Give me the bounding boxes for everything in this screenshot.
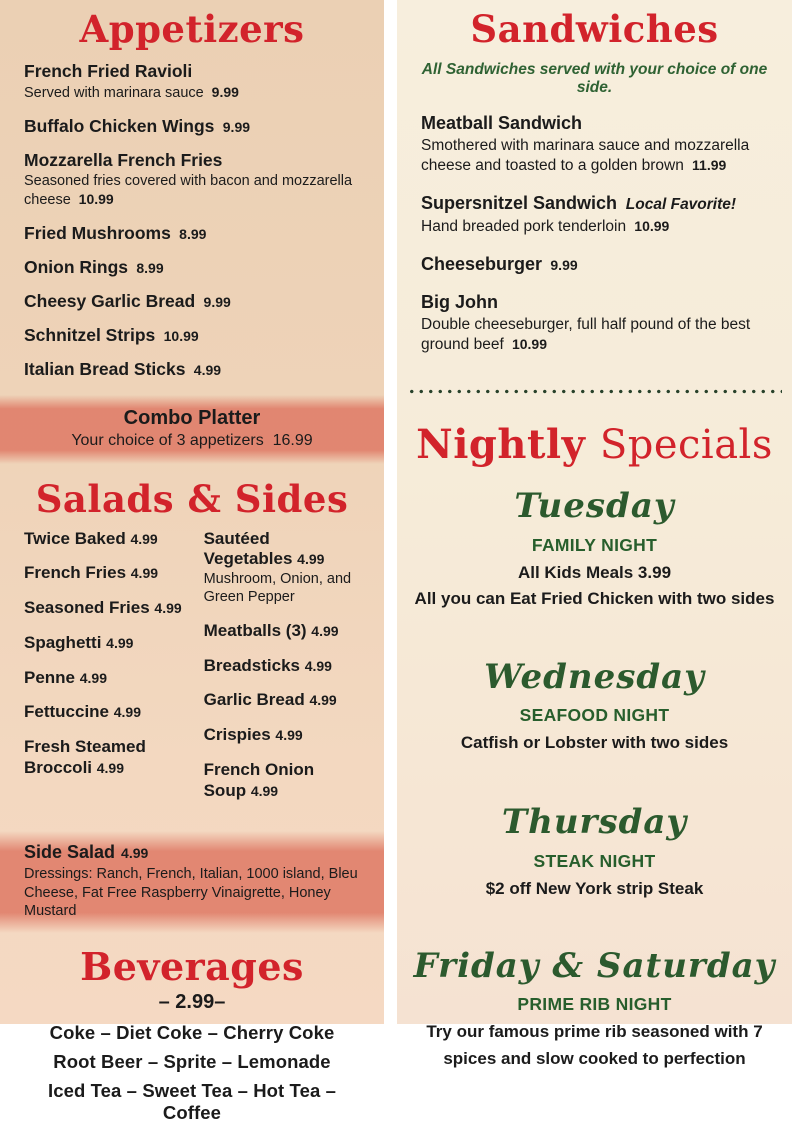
item-price: 11.99 [688, 157, 727, 174]
item-tag: Local Favorite! [621, 196, 737, 214]
day-line: $2 off New York strip Steak [485, 878, 704, 898]
item-name: Onion Rings [24, 256, 129, 277]
day-line: Try our famous prime rib seasoned with 7 spices and slow cooked to perfection [426, 1022, 763, 1068]
side-item-name: Meatballs (3) 4.99 [203, 621, 339, 640]
appetizer-item [24, 359, 360, 380]
salads-columns [24, 529, 360, 816]
text-with-price: tenderloin 10.99 [558, 217, 670, 235]
day-night-title: PRIME RIB NIGHT [517, 994, 672, 1015]
side-item-price: 4.99 [309, 692, 337, 709]
text-with-price: Penne 4.99 [24, 667, 107, 687]
item-name: Buffalo Chicken Wings [24, 115, 215, 136]
sandwich-item [421, 113, 768, 177]
appetizer-item [24, 150, 360, 210]
beverage-line: Iced Tea – Sweet Tea – Hot Tea – Coffee [47, 1080, 336, 1124]
left-menu-panel [0, 0, 384, 1124]
item-name: Fried Mushrooms [24, 222, 171, 243]
salads-column-2 [204, 529, 360, 816]
appetizer-item [24, 223, 360, 244]
day-name: Friday & Saturday [413, 946, 776, 987]
appetizer-item [24, 116, 360, 137]
text-with-price: cheese 10.99 [24, 190, 114, 208]
nightly-day-block [407, 656, 782, 757]
side-item-price: 4.99 [275, 727, 303, 744]
day-name: Tuesday [514, 486, 675, 527]
side-item-price: 4.99 [106, 634, 134, 651]
side-item-name [204, 725, 360, 746]
combo-platter-name: Combo Platter [123, 406, 261, 429]
salads-sides-heading: Salads & Sides [35, 476, 349, 521]
specials-word: Specials [599, 422, 773, 469]
beverages-section [24, 944, 360, 1124]
combo-platter-desc: Your choice of 3 appetizers 16.99 [71, 431, 313, 449]
item-desc: Hand breaded pork tenderloin 10.99 [421, 217, 670, 235]
day-name: Thursday [501, 802, 688, 843]
day-line: All you can Eat Fried Chicken with two sides [414, 589, 775, 609]
item-name: Big John [421, 291, 498, 312]
item-desc: Served with marinara sauce 9.99 [24, 83, 239, 101]
nightly-day-block [407, 488, 782, 612]
beverages-list [24, 1022, 360, 1124]
item-price: 9.99 [207, 83, 239, 100]
day-name: Wednesday [484, 656, 705, 697]
sandwiches-heading: Sandwiches [470, 7, 719, 51]
item-name-row [24, 359, 360, 380]
appetizer-item [24, 291, 360, 312]
appetizer-item [24, 61, 360, 103]
day-lines [407, 560, 782, 613]
item-price: 8.99 [175, 225, 207, 242]
beverage-line: Coke – Diet Coke – Cherry Coke [49, 1022, 335, 1044]
item-name: Mozzarella French Fries [24, 149, 223, 170]
item-price: 10.99 [508, 336, 547, 353]
side-item [24, 529, 204, 550]
text-with-price: Broccoli 4.99 [24, 757, 124, 777]
day-night-title: FAMILY NIGHT [531, 534, 658, 555]
text-with-price: Breadsticks 4.99 [203, 655, 332, 675]
text-with-price: Fettuccine 4.99 [24, 702, 141, 722]
side-item [204, 529, 360, 607]
day-lines [407, 1019, 782, 1072]
side-item [24, 702, 204, 723]
item-name: French Fried Ravioli [24, 60, 193, 81]
beverages-heading: Beverages [80, 944, 304, 990]
item-name-row [24, 223, 360, 244]
item-desc: Double cheeseburger, full half pound of the best ground beef 10.99 [421, 316, 751, 354]
text-with-price: brown 11.99 [641, 157, 727, 175]
text-with-price: beef 10.99 [473, 336, 547, 354]
text-with-price: Vegetables 4.99 [203, 549, 325, 569]
item-name-row [24, 257, 360, 278]
side-item-name [24, 702, 204, 723]
item-price: 10.99 [74, 190, 114, 207]
sandwiches-note: All Sandwiches served with your choice of one side. [421, 60, 768, 96]
side-item-name: French Fries 4.99 [24, 563, 159, 583]
side-item-name: Fresh Steamed Broccoli 4.99 [24, 737, 146, 777]
item-price: 9.99 [199, 293, 231, 310]
appetizer-item [24, 325, 360, 346]
side-item [24, 598, 204, 619]
item-name: Cheeseburger [421, 253, 543, 274]
side-item-name [24, 633, 204, 654]
day-night-title: STEAK NIGHT [533, 850, 656, 871]
day-lines [407, 876, 782, 902]
side-salad-price: 4.99 [121, 845, 149, 862]
item-name: Cheesy Garlic Bread [24, 290, 196, 311]
nightly-word: Nightly [416, 421, 586, 469]
item-name: Supersnitzel Sandwich [421, 193, 618, 214]
text-with-price: Fries 4.99 [109, 598, 182, 618]
item-price: 9.99 [218, 118, 251, 135]
item-price: 8.99 [132, 259, 164, 276]
item-name-row [421, 193, 768, 214]
item-name-row [24, 325, 360, 346]
item-name-row [421, 113, 768, 134]
side-item-price: 4.99 [130, 530, 158, 547]
item-name-row [24, 61, 360, 82]
side-item-note: Mushroom, Onion, and Green Pepper [203, 571, 352, 606]
item-name-row [24, 116, 360, 137]
item-name: Italian Bread Sticks [24, 358, 186, 379]
text-with-price: Soup 4.99 [203, 780, 279, 800]
appetizers-list [24, 61, 360, 380]
sandwich-item [421, 254, 768, 275]
item-name: Schnitzel Strips [24, 324, 156, 345]
appetizers-heading: Appetizers [79, 7, 305, 51]
text-with-price: (3) 4.99 [285, 621, 339, 640]
side-salad-name-row [24, 842, 360, 863]
side-item-name: French Onion Soup 4.99 [203, 759, 315, 800]
day-line: All Kids Meals 3.99 [517, 562, 672, 582]
side-item-price: 4.99 [297, 551, 325, 568]
beverage-line: Root Beer – Sprite – Lemonade [53, 1051, 331, 1073]
item-name: Meatball Sandwich [421, 112, 583, 133]
text-with-price: Spaghetti 4.99 [24, 632, 134, 652]
nightly-days [407, 488, 782, 1072]
combo-platter-band [0, 395, 384, 464]
side-salad-dressings: Dressings: Ranch, French, Italian, 1000 island, Bleu Cheese, Fat Free Raspberry Vinaigrette, Honey Mustard [24, 866, 358, 919]
item-name-row [421, 292, 768, 313]
side-item-price: 4.99 [154, 600, 182, 617]
side-item [24, 737, 204, 778]
side-item [24, 563, 204, 584]
item-price: 10.99 [159, 327, 199, 344]
side-item-price: 4.99 [250, 782, 279, 799]
item-name-row [24, 150, 360, 171]
side-item-price: 4.99 [113, 704, 141, 721]
nightly-day-block [407, 804, 782, 902]
appetizer-item [24, 257, 360, 278]
side-item-price: 4.99 [311, 623, 339, 639]
side-item-name: Garlic Bread 4.99 [203, 690, 337, 710]
text-with-price: Baked 4.99 [74, 528, 158, 548]
item-desc: Seasoned fries covered with bacon and mozzarella cheese 10.99 [24, 172, 353, 208]
side-item [204, 690, 360, 711]
side-item [204, 725, 360, 746]
text-with-price: sauce 9.99 [165, 83, 239, 101]
side-item [204, 760, 360, 801]
side-item-price: 4.99 [130, 565, 159, 582]
beverages-price: – 2.99– [158, 991, 226, 1014]
item-desc: Smothered with marinara sauce and mozzarella cheese and toasted to a golden brown 11.99 [421, 137, 750, 175]
side-item [204, 621, 360, 642]
side-salad-name: Side Salad [24, 842, 116, 863]
sandwiches-list [407, 113, 782, 356]
item-price: 9.99 [546, 256, 578, 273]
right-menu-panel [397, 0, 792, 1068]
dotted-divider [407, 389, 782, 394]
item-name-row [24, 291, 360, 312]
item-name-row [421, 254, 768, 275]
text-with-price: Fries 4.99 [85, 563, 159, 583]
side-item-price: 4.99 [304, 657, 332, 674]
side-item-name [204, 656, 360, 677]
side-item-price: 4.99 [79, 669, 107, 686]
side-item [204, 656, 360, 677]
side-item [24, 633, 204, 654]
salads-column-1 [24, 529, 204, 816]
sandwich-item [421, 193, 768, 236]
text-with-price: Bread 4.99 [256, 690, 337, 710]
item-price: 10.99 [630, 217, 670, 234]
text-with-price: Crispies 4.99 [203, 725, 303, 745]
side-salad-band [0, 831, 384, 933]
side-item-price: 4.99 [96, 759, 124, 776]
sandwich-item [421, 292, 768, 356]
day-line: Catfish or Lobster with two sides [460, 732, 729, 752]
side-item-name: Sautéed Vegetables 4.99 [203, 528, 325, 569]
side-item-name [24, 668, 204, 689]
nightly-day-block [407, 948, 782, 1072]
day-night-title: SEAFOOD NIGHT [519, 704, 670, 725]
side-item-name: Seasoned Fries 4.99 [24, 598, 182, 618]
item-price: 4.99 [189, 361, 222, 378]
side-item [24, 668, 204, 689]
day-lines [407, 730, 782, 756]
nightly-specials-heading [407, 421, 782, 469]
side-item-name: Twice Baked 4.99 [24, 528, 158, 548]
